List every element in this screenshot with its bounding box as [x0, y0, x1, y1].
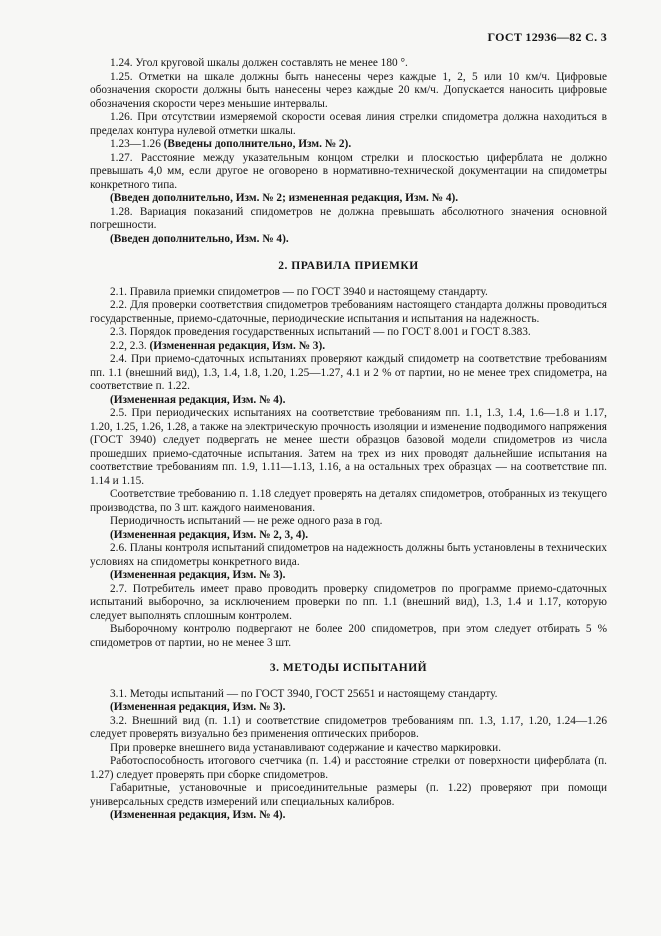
paragraph-1-24: 1.24. Угол круговой шкалы должен составлять не менее 180 °.: [110, 57, 408, 69]
paragraph-3-2: 3.2. Внешний вид (п. 1.1) и соответствие спидометров требованиям пп. 1.3, 1.17, 1.20, 1.24—1.26 следует проверять визуально без применения оптических приборов.: [90, 714, 607, 740]
page-header: ГОСТ 12936—82 С. 3: [487, 30, 607, 44]
paragraph-1-27: 1.27. Расстояние между указательным концом стрелки и плоскостью циферблата не должно превышать 4,0 мм, если другое не оговорено в нормативно-технической документации на спидометры конкретного типа.: [90, 151, 607, 191]
section-heading-test-methods: 3. МЕТОДЫ ИСПЫТАНИЙ: [269, 662, 428, 674]
amendment-ref: 1.23—1.26: [110, 138, 164, 150]
paragraph-2-6: 2.6. Планы контроля испытаний спидометров на надежность должны быть установлены в технических условиях на спидометры конкретного вида.: [90, 542, 607, 568]
amendment-ref: 2.2, 2.3.: [110, 339, 150, 352]
amendment-note-2-6: (Измененная редакция, Изм. № 3).: [110, 569, 286, 581]
paragraph-2-5-cont-2: Периодичность испытаний — не реже одного раза в год.: [110, 515, 383, 527]
paragraph-3-1: 3.1. Методы испытаний — по ГОСТ 3940, ГОСТ 25651 и настоящему стандарту.: [110, 687, 498, 700]
paragraph-3-2-cont-1: При проверке внешнего вида устанавливают содержание и качество маркировки.: [110, 741, 502, 754]
amendment-note-1-23-1-26: [90, 138, 607, 152]
amendment-note-1-28: (Введен дополнительно, Изм. № 4).: [110, 232, 289, 245]
amendment-note-3-2: (Измененная редакция, Изм. № 4).: [110, 809, 286, 821]
paragraph-2-1: 2.1. Правила приемки спидометров — по ГОСТ 3940 и настоящему стандарту.: [110, 285, 488, 298]
paragraph-2-7: 2.7. Потребитель имеет право проводить проверку спидометров по программе приемо-сдаточных испытаний выборочно, за исключением проверки по пп. 1.1 (внешний вид), 1.3, 1.4 и 1.17, которую следует выполнять сплошным контролем.: [90, 582, 607, 622]
paragraph-1-26: 1.26. При отсутствии измеряемой скорости осевая линия стрелки спидометра должна находиться в пределах контура нулевой отметки шкалы.: [90, 111, 607, 137]
paragraph-3-2-cont-3: Габаритные, установочные и присоединительные размеры (п. 1.22) проверяют при помощи универсальных средств измерений или специальных калибров.: [90, 782, 607, 808]
amendment-note-2-2-2-3: [90, 340, 607, 354]
paragraph-2-5: 2.5. При периодических испытаниях на соответствие требованиям пп. 1.1, 1.3, 1.4, 1.6—1.8 и 1.17, 1.20, 1.25, 1.26, 1.28, а также на электрическую прочность изоляции и изменение подводимого напряжения (ГОСТ 3940) следует подвергать не менее шести образцов базовой модели спидометров из числа прошедших приемо-сдаточные испытания. Затем на трех из них проводят дальнейшие испытания на соответствие требованиям пп. 1.9, 1.11—1.13, 1.16, а на остальных трех образцах — на соответствие пп. 1.14 и 1.15.: [90, 407, 607, 487]
paragraph-2-4: 2.4. При приемо-сдаточных испытаниях проверяют каждый спидометр на соответствие требованиям пп. 1.1 (внешний вид), 1.3, 1.4, 1.8, 1.20, 1.25—1.27, 4.1 и 2 % от партии, но не менее трех спидометра, на соответствие п. 1.22.: [90, 353, 607, 392]
amendment-note-2-5: (Измененная редакция, Изм. № 2, 3, 4).: [110, 528, 309, 541]
amendment-text: (Введены дополнительно, Изм. № 2).: [163, 138, 352, 150]
paragraph-2-5-cont-1: Соответствие требованию п. 1.18 следует проверять на деталях спидометров, отобранных из текущего производства, по 3 шт. каждого наименования.: [90, 488, 607, 514]
amendment-note-1-27: (Введен дополнительно, Изм. № 2; измененная редакция, Изм. № 4).: [110, 192, 459, 204]
document-body: [90, 57, 607, 823]
section-heading-acceptance: 2. ПРАВИЛА ПРИЕМКИ: [278, 260, 419, 272]
amendment-note-2-4: (Измененная редакция, Изм. № 4).: [110, 393, 286, 406]
paragraph-2-7-cont: Выборочному контролю подвергают не более 200 спидометров, при этом следует отбирать 5 % спидометров от партии, но не менее 3 шт.: [90, 623, 607, 649]
paragraph-2-2: 2.2. Для проверки соответствия спидометров требованиям настоящего стандарта должны проводиться государственные, приемо-сдаточные, периодические испытания и испытания на надежность.: [90, 299, 607, 325]
paragraph-1-25: 1.25. Отметки на шкале должны быть нанесены через каждые 1, 2, 5 или 10 км/ч. Цифровые обозначения скорости должны быть нанесены через каждые 20 км/ч. Допускается наносить цифровые обозначения скорости через меньшие интервалы.: [90, 70, 607, 110]
amendment-text: (Измененная редакция, Изм. № 3).: [149, 339, 326, 352]
paragraph-2-3: 2.3. Порядок проведения государственных испытаний — по ГОСТ 8.001 и ГОСТ 8.383.: [110, 326, 531, 338]
paragraph-1-28: 1.28. Вариация показаний спидометров не должна превышать абсолютного значения основной погрешности.: [90, 205, 607, 231]
amendment-note-3-1: (Измененная редакция, Изм. № 3).: [110, 701, 286, 713]
paragraph-3-2-cont-2: Работоспособность итогового счетчика (п. 1.4) и расстояние стрелки от поверхности циферблата (п. 1.27) следует проверять при сборке спидометров.: [90, 755, 607, 781]
